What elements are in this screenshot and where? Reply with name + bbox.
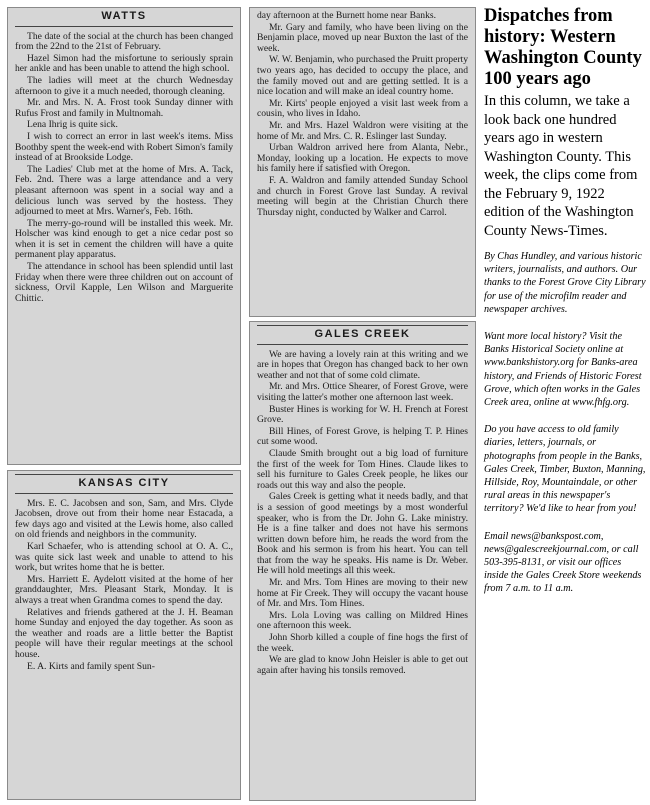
gales-creek-paragraph: We are glad to know John Heisler is able to get out again after having his tonsils removed. (257, 654, 468, 676)
banks-paragraph: F. A. Waldron and family attended Sunday School and church in Forest Grove last Sunday. A revival meeting will begin at the Christian Church there Thursday night, conducted by Walker and Carrol. (257, 174, 468, 218)
watts-heading: WATTS (101, 10, 147, 22)
gales-creek-paragraph: Claude Smith brought out a big load of furniture the first of the week for Tom Hines. Claude likes to sell his furniture to Gales Creek people, he likes our roads out this way and also the people. (257, 447, 468, 491)
gales-creek-paragraph: Buster Hines is working for W. H. French at Forest Grove. (257, 403, 468, 426)
watts-paragraph: The Ladies' Club met at the home of Mrs. A. Tack, Feb. 2nd. There was a large attendance and a very pleasant afternoon was spent in a social way and a delicious lunch was served by the hostess. They adjourned to meet at Mrs. Warner's, Feb. 16th. (15, 163, 233, 218)
clipping-watts (7, 7, 241, 465)
watts-paragraph: The ladies will meet at the church Wednesday afternoon to give it a much needed, thorough cleaning. (15, 74, 233, 97)
kansas-city-heading: KANSAS CITY (78, 477, 170, 489)
contact-info: Email news@bankspost.com, news@galescreekjournal.com, or call 503-395-8131, or visit our offices inside the Gales Creek Store weekends from 7 a.m. to 11 a.m. (484, 530, 642, 595)
banks-paragraph: Mr. and Mrs. Hazel Waldron were visiting at the home of Mr. and Mrs. C. R. Eslinger last Sunday. (257, 119, 468, 142)
kansas-city-paragraph: Mrs. E. C. Jacobsen and son, Sam, and Mrs. Clyde Jacobsen, drove out from their home near Estacada, a few days ago and visited at the Lewis home, also called on old friends and neighbors in the community. (15, 497, 233, 541)
gales-creek-paragraph: Bill Hines, of Forest Grove, is helping T. P. Hines cut some wood. (257, 425, 468, 448)
gales-creek-heading: GALES CREEK (314, 328, 411, 340)
banks-body (257, 23, 468, 219)
kansas-city-paragraph: Karl Schaefer, who is attending school at O. A. C., was quite sick last week and unable to attend to his work, but writes home that he is better. (15, 540, 233, 574)
kansas-city-body (15, 499, 233, 673)
watts-paragraph: The attendance in school has been splendid until last Friday when there were three children out on account of sickness, Orvil Kapple, Len Wilson and Marguerite Chittic. (15, 261, 233, 304)
gales-creek-paragraph: Mrs. Lola Loving was calling on Mildred Hines one afternoon this week. (257, 609, 468, 632)
column-intro: In this column, we take a look back one hundred years ago in western Washington County. This week, the clips come from the February 9, 1922 edition of the Washington County News-Times. (484, 93, 638, 239)
clipping-gales-creek (249, 321, 476, 801)
watts-body (15, 32, 233, 305)
clipping-banks-continued (249, 7, 476, 317)
sidebar-column (484, 6, 646, 610)
watts-paragraph: The merry-go-round will be installed this week. Mr. Holscher was kind enough to get a nice cedar post so when it is set in cement the children will have a quite permanent play apparatus. (15, 217, 233, 261)
column-credits: By Chas Hundley, and various historic writers, journalists, and authors. Our thanks to the Forest Grove City Library for use of the microfilm reader and newspaper archives. (484, 251, 646, 315)
gales-creek-heading-box (257, 325, 468, 345)
column-title: Dispatches from history: Western Washington County 100 years ago (484, 6, 642, 89)
watts-heading-box (15, 11, 233, 27)
gales-creek-paragraph: We are having a lovely rain at this writing and we are in hopes that Oregon has changed back to her own weather and not that of some cold climate. (257, 348, 468, 381)
gales-creek-body (257, 350, 468, 677)
banks-continuation: day afternoon at the Burnett home near Banks. (257, 10, 437, 21)
watts-paragraph: Hazel Simon had the misfortune to seriously sprain her ankle and has been unable to attend the high school. (15, 52, 233, 75)
local-history-note: Want more local history? Visit the Banks Historical Society online at www.bankshistory.org for Banks-area history, and Friends of Historic Forest Grove, which often works in the Gales Creek area, online at www.fhfg.org. (484, 331, 642, 409)
watts-paragraph: I wish to correct an error in last week's items. Miss Boothby spent the week-end with Robert Simon's family instead of at Brookside Lodge. (15, 130, 233, 164)
clipping-kansas-city (7, 470, 241, 800)
kansas-city-heading-box (15, 474, 233, 494)
banks-paragraph: Urban Waldron arrived here from Alanta, Nebr., Monday, looking up a location. He expects to move his family here if satisfied with Oregon. (257, 142, 468, 175)
banks-paragraph: Mr. Kirts' people enjoyed a visit last week from a cousin, who lives in Idaho. (257, 97, 468, 120)
watts-paragraph: Lena Ihrig is quite sick. (27, 119, 118, 131)
kansas-city-paragraph: Mrs. Harriett E. Aydelott visited at the home of her granddaughter, Mrs. Pleasant Stark, Monday. It is always a treat when Grandma comes to spend the day. (15, 573, 233, 606)
gales-creek-paragraph: Mr. and Mrs. Tom Hines are moving to their new home at Fir Creek. They will occupy the vacant house of Mr. and Mrs. Tom Hines. (257, 577, 468, 610)
kansas-city-paragraph: E. A. Kirts and family spent Sun- (27, 660, 155, 672)
gales-creek-paragraph: Gales Creek is getting what it needs badly, and that is a session of good meetings by a most wonderful speaker, who is from the Dr. John G. Lake ministry. He is a fine talker and does not have his sermons written down before him, he reads the word from the Book and his sermon is from his heart. You can tell that from the way he speaks. His name is Dr. Weber. He will hold meetings all this week. (257, 491, 468, 577)
banks-paragraph: Mr. Gary and family, who have been living on the Benjamin place, moved up near Buxton the last of the week. (257, 21, 468, 54)
gales-creek-paragraph: Mr. and Mrs. Ottice Shearer, of Forest Grove, were visiting the latter's mother one afternoon last week. (257, 381, 468, 403)
gales-creek-paragraph: John Shorb killed a couple of fine hogs the first of the week. (257, 632, 468, 654)
watts-paragraph: The date of the social at the church has been changed from the 22nd to the 21st of February. (15, 30, 233, 53)
kansas-city-paragraph: Relatives and friends gathered at the J. H. Beaman home Sunday and enjoyed the day together. As soon as the weather and roads are a little better the Baptist people will have their regular meetings at the school house. (15, 606, 233, 660)
call-for-materials: Do you have access to old family diaries, letters, journals, or photographs from people in the Banks, Gales Creek, Timber, Buxton, Manning, Hillside, Roy, Mountaindale, or other rural areas in this newspaper's territory? We'd like to hear from you! (484, 424, 646, 515)
banks-paragraph: W. W. Benjamin, who purchased the Pruitt property two years ago, has decided to occupy the place, and the family moved out and are getting settled. It is a nice location and will make an ideal country home. (257, 54, 468, 98)
watts-paragraph: Mr. and Mrs. N. A. Frost took Sunday dinner with Rufus Frost and family in Multnomah. (15, 97, 233, 119)
